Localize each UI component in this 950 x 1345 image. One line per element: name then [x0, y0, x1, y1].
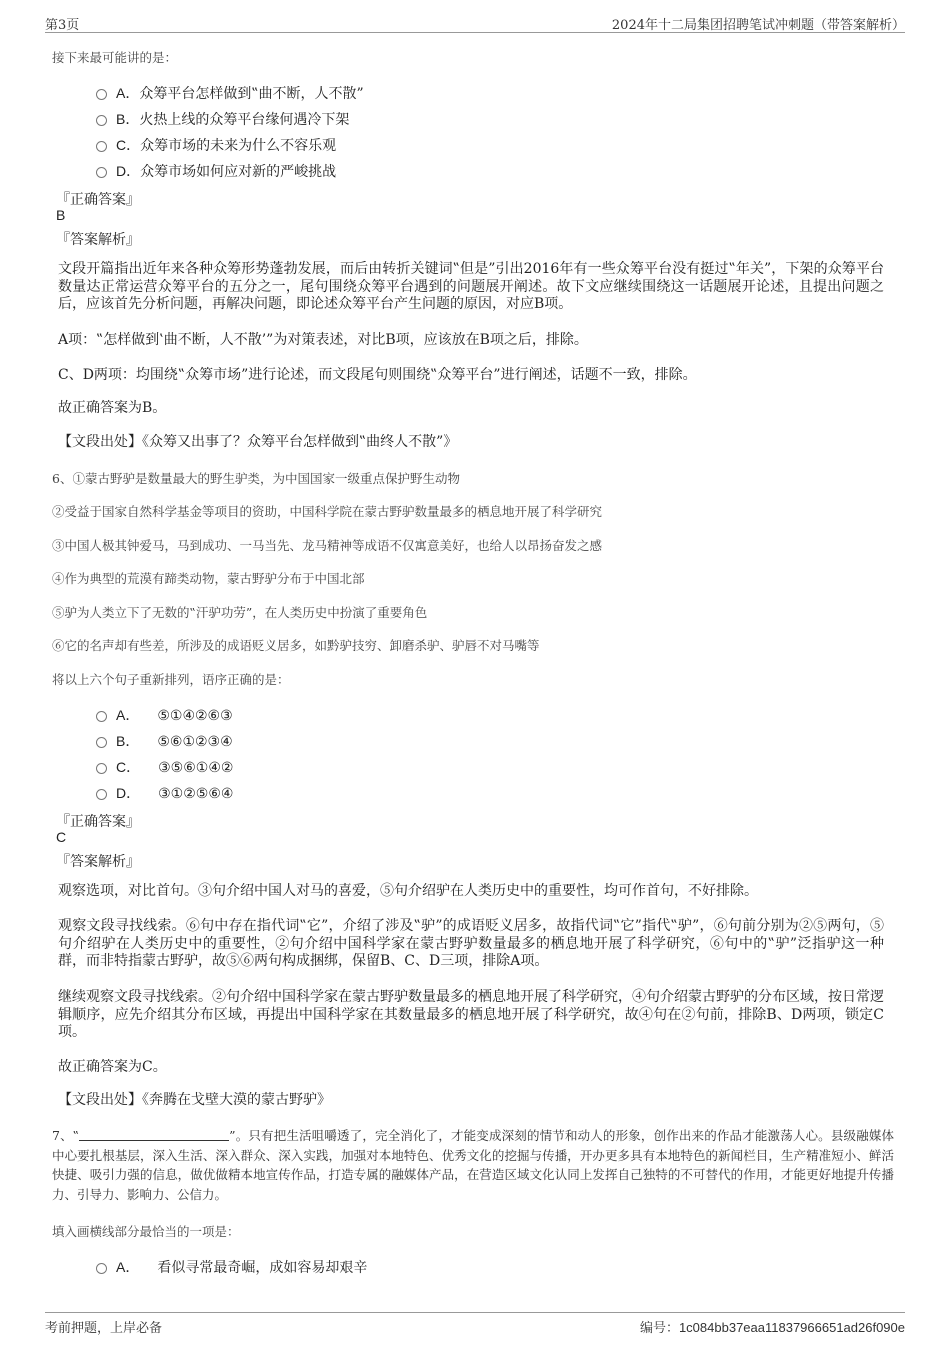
radio-icon[interactable] — [96, 1263, 107, 1274]
page-header — [45, 10, 905, 33]
radio-icon[interactable] — [96, 115, 107, 126]
q6-sentence: ⑤驴为人类立下了无数的‟汗驴功劳”，在人类历史中扮演了重要角色 — [52, 605, 428, 620]
q6-sentence: 6、①蒙古野驴是数量最大的野生驴类，为中国国家一级重点保护野生动物 — [52, 471, 460, 486]
q6-answer: C — [56, 829, 67, 845]
q5-answer-label: 『正确答案』 — [56, 192, 140, 208]
radio-icon[interactable] — [96, 141, 107, 152]
q6-option-a[interactable]: A． ⑤①④②⑥③ — [96, 705, 233, 725]
radio-icon[interactable] — [96, 167, 107, 178]
q5-option-a[interactable]: A．众筹平台怎样做到‟曲不断，人不散” — [96, 83, 364, 103]
q6-sentence: ③中国人极其钟爱马，马到成功、一马当先、龙马精神等成语不仅寓意美好，也给人以昂扬奋发之感 — [52, 538, 603, 553]
q6-sentence: ④作为典型的荒漠有蹄类动物，蒙古野驴分布于中国北部 — [52, 571, 365, 586]
q6-analysis-paragraph: 故正确答案为C。 — [58, 1059, 167, 1075]
q7-option-a[interactable]: A． 看似寻常最奇崛，成如容易却艰辛 — [96, 1257, 367, 1277]
q5-analysis-paragraph: 文段开篇指出近年来各种众筹形势蓬勃发展，而后由转折关键词‟但是”引出2016年有一些众筹平台没有挺过‟年关”，下架的众筹平台数量达正常运营众筹平台的五分之一，尾句围绕众筹平台遇到的问题展开阐述。故下文应继续围绕这一话题展开论述，且提出问题之后，应该首先分析问题，再解决问题，即论述众筹平台产生问题的原因，对应B项。 — [58, 261, 884, 312]
q6-option-b[interactable]: B． ⑤⑥①②③④ — [96, 731, 233, 751]
radio-icon[interactable] — [96, 789, 107, 800]
fill-blank — [79, 1128, 229, 1141]
page-number: 第3页 — [45, 18, 80, 33]
q6-analysis-paragraph: 观察文段寻找线索。⑥句中存在指代词‟它”，介绍了涉及‟驴”的成语贬义居多，故指代词‟它”指代‟驴”，⑥句前分别为②⑤两句，⑤句介绍驴在人类历史中的重要性，②句介绍中国科学家在蒙古野驴数量最多的栖息地开展了科学研究，⑥句中的‟驴”泛指驴这一种群，而非特指蒙古野驴，故⑤⑥两句构成捆绑，保留B、C、D三项，排除A项。 — [58, 918, 884, 969]
radio-icon[interactable] — [96, 763, 107, 774]
q7-passage: 7、‟ ”。只有把生活咀嚼透了，完全消化了，才能变成深刻的情节和动人的形象，创作出来的作品才能激荡人心。县级融媒体中心要扎根基层，深入生活、深入群众、深入实践，加强对本地特色、优秀文化的挖掘与传播，开办更多具有本地特色的新闻栏目，生产精准短小、鲜活快捷、吸引力强的信息，做优做精本地宣传作品，打造专属的融媒体产品，在营造区域文化认同上发挥自己独特的不可替代的作用，才能更好地提升传播力、引导力、影响力、公信力。 — [52, 1128, 894, 1202]
q6-source: 【文段出处】《奔腾在戈壁大漠的蒙古野驴》 — [58, 1092, 331, 1108]
document-title: 2024年十二局集团招聘笔试冲刺题（带答案解析） — [611, 18, 905, 33]
q5-answer: B — [56, 207, 66, 223]
q6-answer-label: 『正确答案』 — [56, 814, 140, 830]
q5-analysis-paragraph: A项：‟怎样做到‛曲不断，人不散’”为对策表述，对比B项，应该放在B项之后，排除。 — [58, 332, 588, 348]
q5-stem: 接下来最可能讲的是： — [52, 50, 178, 65]
q5-source: 【文段出处】《众筹又出事了？众筹平台怎样做到‟曲终人不散”》 — [58, 434, 458, 450]
q6-sentence: ⑥它的名声却有些差，所涉及的成语贬义居多，如黔驴技穷、卸磨杀驴、驴唇不对马嘴等 — [52, 638, 540, 653]
radio-icon[interactable] — [96, 711, 107, 722]
q7-stem: 填入画横线部分最恰当的一项是： — [52, 1224, 240, 1239]
q5-option-d[interactable]: D．众筹市场如何应对新的严峻挑战 — [96, 161, 336, 181]
q6-option-c[interactable]: C． ③⑤⑥①④② — [96, 757, 233, 777]
q6-option-d[interactable]: D． ③①②⑤⑥④ — [96, 783, 233, 803]
page-footer — [45, 1312, 905, 1339]
q6-analysis-paragraph: 继续观察文段寻找线索。②句介绍中国科学家在蒙古野驴数量最多的栖息地开展了科学研究，④句介绍蒙古野驴的分布区域，按日常逻辑顺序，应先介绍其分布区域，再提出中国科学家在其数量最多的栖息地开展了科学研究，故④句在②句前，排除B、D两项，锁定C项。 — [58, 989, 884, 1040]
q5-option-c[interactable]: C．众筹市场的未来为什么不容乐观 — [96, 135, 336, 155]
q5-analysis-paragraph: 故正确答案为B。 — [58, 400, 167, 416]
q5-analysis-label: 『答案解析』 — [56, 232, 140, 248]
q5-option-b[interactable]: B．火热上线的众筹平台缘何遇冷下架 — [96, 109, 349, 129]
document-code: 编号：1c084bb37eaa11837966651ad26f090e — [639, 1320, 905, 1336]
q5-analysis-paragraph: C、D两项：均围绕‟众筹市场”进行论述，而文段尾句则围绕‟众筹平台”进行阐述，话题不一致，排除。 — [58, 367, 697, 383]
footer-slogan: 考前押题，上岸必备 — [45, 1321, 163, 1336]
q6-sentence: ②受益于国家自然科学基金等项目的资助，中国科学院在蒙古野驴数量最多的栖息地开展了科学研究 — [52, 504, 603, 519]
q6-analysis-paragraph: 观察选项，对比首句。③句介绍中国人对马的喜爱，⑤句介绍驴在人类历史中的重要性，均可作首句，不好排除。 — [58, 883, 758, 899]
q6-analysis-label: 『答案解析』 — [56, 854, 140, 870]
radio-icon[interactable] — [96, 737, 107, 748]
q6-stem: 将以上六个句子重新排列，语序正确的是： — [52, 672, 290, 687]
radio-icon[interactable] — [96, 89, 107, 100]
